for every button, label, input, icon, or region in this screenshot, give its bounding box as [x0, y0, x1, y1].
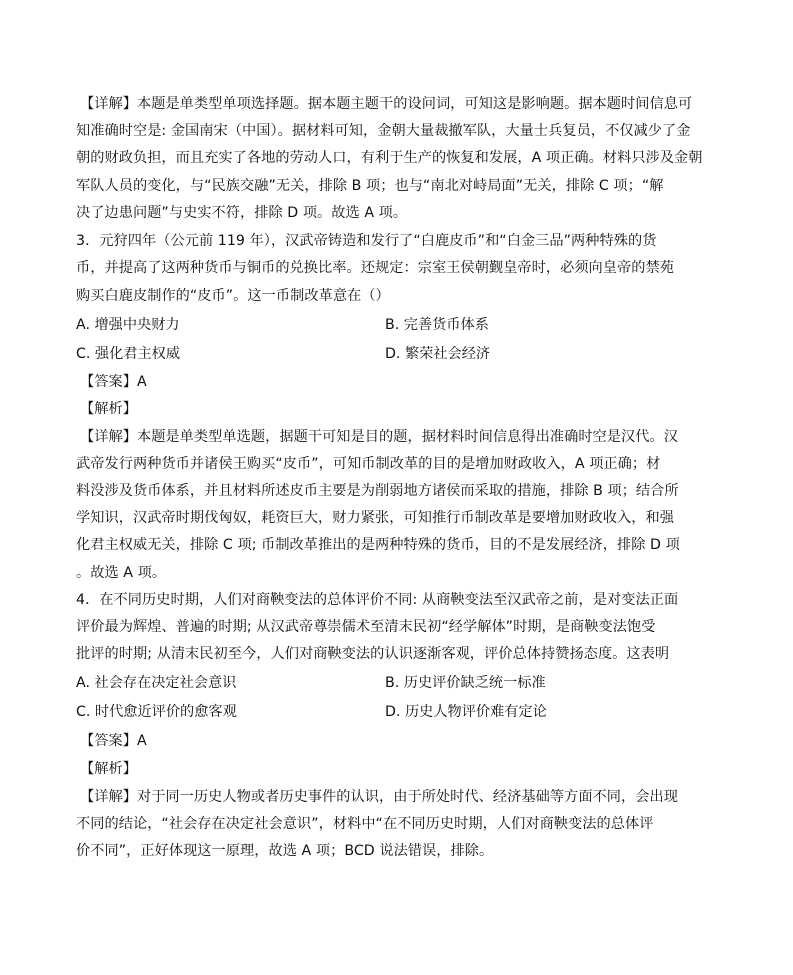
detail-line: 不同的结论，“社会存在决定社会意识”，材料中“在不同历史时期，人们对商鞅变法的总体评	[76, 816, 654, 832]
detail-line: 。故选 A 项。	[76, 565, 167, 581]
option-d: D. 繁荣社会经济	[385, 346, 491, 362]
option-d: D. 历史人物评价难有定论	[385, 704, 547, 720]
option-a: A. 增强中央财力	[76, 317, 180, 333]
analysis-label: 【解析】	[80, 761, 137, 777]
text-line: 军队人员的变化，与“民族交融”无关，排除 B 项；也与“南北对峙局面”无关，排除 C 项；“解	[76, 178, 664, 194]
question-stem-line: 评价最为辉煌、普遍的时期; 从汉武帝尊崇儒术至清末民初“经学解体”时期，是商鞅变法饱受	[76, 619, 656, 635]
detail-line: 学知识，汉武帝时期伐匈奴，耗资巨大，财力紧张，可知推行币制改革是要增加财政收入，和强	[76, 510, 674, 526]
question-stem-line: 4．在不同历史时期，人们对商鞅变法的总体评价不同: 从商鞅变法至汉武帝之前，是对变法正面	[76, 592, 679, 608]
analysis-label: 【解析】	[80, 401, 137, 417]
option-b: B. 历史评价缺乏统一标准	[385, 675, 546, 691]
detail-line: 化君主权威无关，排除 C 项; 币制改革推出的是两种特殊的货币，目的不是发展经济，排除 D 项	[76, 537, 680, 553]
text-line: 知准确时空是: 金国南宋（中国）。据材料可知，金朝大量裁撤军队，大量士兵复员，不仅减少了金	[76, 123, 691, 139]
answer-label: 【答案】A	[80, 374, 147, 390]
question-stem-line: 币，并提高了这两种货币与铜币的兑换比率。还规定：宗室王侯朝觐皇帝时，必须向皇帝的禁苑	[76, 260, 674, 276]
question-stem-line: 批评的时期; 从清末民初至今，人们对商鞅变法的认识逐渐客观，评价总体持赞扬态度。这表明	[76, 646, 670, 662]
detail-line: 料没涉及货币体系，并且材料所述皮币主要是为削弱地方诸侯而采取的措施，排除 B 项；结合所	[76, 483, 679, 499]
detail-line: 武帝发行两种货币并诸侯王购买“皮币”，可知币制改革的目的是增加财政收入，A 项正确；材	[76, 456, 661, 472]
option-c: C. 时代愈近评价的愈客观	[76, 704, 237, 720]
answer-label: 【答案】A	[80, 733, 147, 749]
text-line: 决了边患问题”与史实不符，排除 D 项。故选 A 项。	[76, 205, 408, 221]
question-stem-line: 3．元狩四年（公元前 119 年），汉武帝铸造和发行了“白鹿皮币”和“白金三品”两种特殊的货	[76, 233, 657, 249]
detail-line: 【详解】对于同一历史人物或者历史事件的认识，由于所处时代、经济基础等方面不同，会出现	[80, 789, 678, 805]
option-c: C. 强化君主权威	[76, 346, 181, 362]
question-stem-line: 购买白鹿皮制作的“皮币”。这一币制改革意在（）	[76, 288, 390, 304]
option-a: A. 社会存在决定社会意识	[76, 675, 237, 691]
detail-line: 价不同”，正好体现这一原理，故选 A 项；BCD 说法错误，排除。	[76, 843, 494, 859]
detail-line: 【详解】本题是单类型单选题，据题干可知是目的题，据材料时间信息得出准确时空是汉代。汉	[80, 429, 678, 445]
text-line: 【详解】本题是单类型单项选择题。据本题主题干的设问词，可知这是影响题。据本题时间信息可	[80, 96, 693, 112]
option-b: B. 完善货币体系	[385, 317, 489, 333]
text-line: 朝的财政负担，而且充实了各地的劳动人口，有利于生产的恢复和发展，A 项正确。材料只涉及金朝	[76, 150, 703, 166]
